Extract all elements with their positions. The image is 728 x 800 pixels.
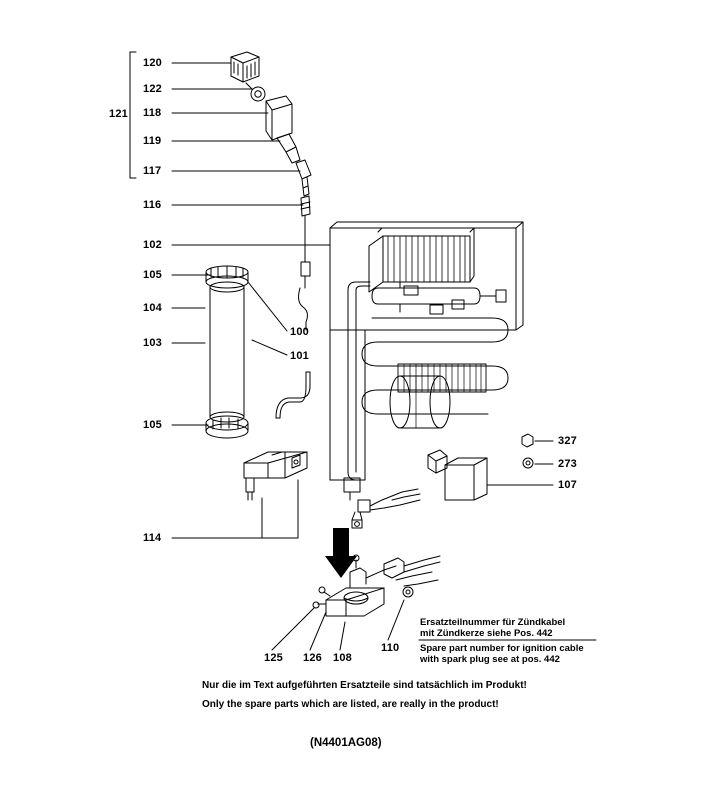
leader-100	[248, 282, 287, 331]
callout-103: 103	[143, 337, 162, 349]
footer-note-en: Only the spare parts which are listed, are really in the product!	[202, 699, 499, 710]
part-117-electrode	[296, 160, 311, 196]
part-107-control-box	[428, 450, 487, 500]
callout-119: 119	[143, 135, 162, 147]
callout-102: 102	[143, 239, 162, 251]
footer-note-de: Nur die im Text aufgeführten Ersatzteile sind tatsächlich im Produkt!	[202, 680, 527, 691]
leader-125	[272, 608, 314, 650]
callout-116: 116	[143, 199, 162, 211]
leader-110	[388, 600, 404, 640]
note-en-line2: with spark plug see at pos. 442	[420, 654, 560, 665]
part-118-119-holder	[266, 96, 300, 163]
callout-104: 104	[143, 302, 162, 314]
callout-120: 120	[143, 57, 162, 69]
leader-126	[310, 612, 326, 650]
assembly-arrow	[325, 528, 357, 578]
callout-118: 118	[143, 107, 162, 119]
group-bracket-121	[130, 52, 136, 178]
callout-117: 117	[143, 165, 162, 177]
callout-114: 114	[143, 532, 162, 544]
part-103-104-105-cartridge	[206, 266, 248, 438]
callout-108: 108	[333, 652, 352, 664]
callout-107: 107	[558, 479, 577, 491]
note-en-line1: Spare part number for ignition cable	[420, 643, 584, 654]
part-116-ignition-rod	[299, 196, 310, 330]
callout-100: 100	[290, 326, 309, 338]
callout-101: 101	[290, 350, 309, 362]
callout-125: 125	[264, 652, 283, 664]
unit-pipework	[344, 282, 370, 500]
callout-126: 126	[303, 652, 322, 664]
leader-114-fork	[262, 480, 298, 538]
wiring-harness	[352, 489, 420, 528]
absorber-fins	[398, 364, 486, 392]
note-de-line1: Ersatzteilnummer für Zündkabel	[420, 617, 566, 628]
cooling-unit-body	[330, 222, 523, 480]
note-de-line2: mit Zündkerze siehe Pos. 442	[420, 628, 553, 639]
condenser-fins	[369, 228, 474, 292]
callout-121: 121	[109, 108, 128, 120]
callout-110: 110	[381, 642, 400, 654]
callout-122: 122	[143, 83, 162, 95]
callout-105-top: 105	[143, 269, 162, 281]
part-120-connector	[231, 52, 259, 82]
part-101-pipe	[276, 372, 310, 418]
drawing-code: (N4401AG08)	[310, 737, 382, 749]
part-327-screw	[522, 434, 533, 447]
callout-273: 273	[558, 458, 577, 470]
gas-tank	[390, 376, 450, 428]
leader-108	[340, 622, 345, 650]
part-273-washer	[523, 458, 533, 468]
leader-101	[252, 340, 287, 355]
callout-327: 327	[558, 435, 577, 447]
part-122-nut	[246, 83, 265, 101]
callout-105-bottom: 105	[143, 419, 162, 431]
boiler-vessel	[372, 282, 506, 314]
